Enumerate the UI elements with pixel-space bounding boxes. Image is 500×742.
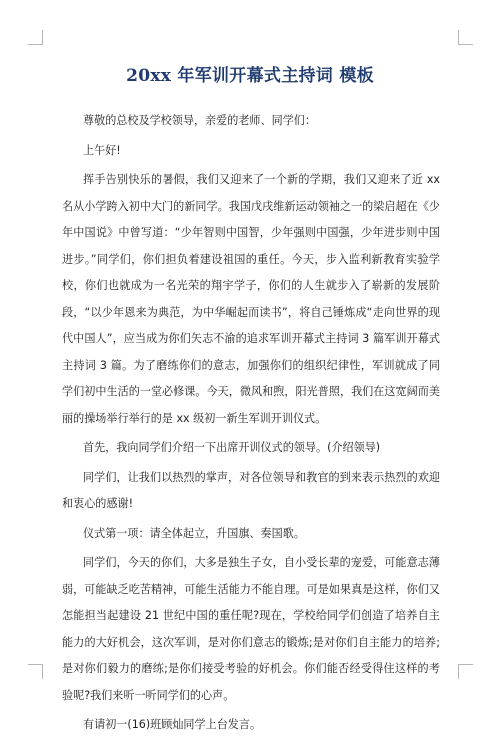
- crop-mark-bottom-left: [28, 664, 43, 679]
- students-paragraph: 同学们，今天的你们，大多是独生子女，自小受长辈的宠爱，可能意志薄弱，可能缺乏吃苦精神，可能生活能力不能自理。可是如果真是这样，你们又怎能担当起建设 21 世纪中国的重任呢?现在，学校给同学们创造了培养自主能力的大好机会，这次军训，是对你们意志的锻炼;是对你们自主能力的培养;是对你们毅力的磨练;是你们接受考验的好机会。你们能否经受得住这样的考验呢?我们来听一听同学们的心声。: [62, 556, 440, 702]
- ceremony-item-one: 仪式第一项：请全体起立，升国旗、奏国歌。: [83, 526, 305, 540]
- crop-mark-top-left: [28, 30, 43, 45]
- salutation: 尊敬的总校及学校领导，亲爱的老师、同学们：: [83, 114, 316, 127]
- greeting: 上午好!: [83, 143, 121, 157]
- document-body: [62, 108, 440, 742]
- welcome-paragraph: 同学们，让我们以热烈的掌声，对各位领导和教官的到来表示热烈的欢迎和衷心的感谢!: [62, 470, 440, 510]
- document-title: 20xx 年军训开幕式主持词 模板: [126, 66, 374, 86]
- leader-introduction: 首先，我向同学们介绍一下出席开训仪式的领导。(介绍领导): [83, 441, 381, 454]
- crop-mark-bottom-right: [458, 664, 473, 679]
- speaker-invitation: 有请初一(16)班顾灿同学上台发言。: [83, 718, 262, 731]
- opening-paragraph: 挥手告别快乐的暑假，我们又迎来了一个新的学期，我们又迎来了近 xx 名从小学跨入初中大门的新同学。我国戊戌维新运动领袖之一的梁启超在《少年中国说》中曾写道：“少年智则中国智，少年强则中国强，少年进步则中国进步。”同学们，你们担负着建设祖国的重任。今天，步入监利新教育实验学校，你们也就成为一名光荣的翔宇学子，你们的人生就步入了崭新的发展阶段，“以少年恩来为典范，为中华崛起而读书”，将自己锤炼成“走向世界的现代中国人”，应当成为你们矢志不渝的追求军训开幕式主持词 3 篇军训开幕式主持词 3 篇。为了磨练你们的意志，加强你们的组织纪律性，军训就成了同学们初中生活的一堂必修课。今天，微风和煦，阳光普照，我们在这宽阔而美丽的操场举行举行的是 xx 级初一新生军训开训仪式。: [62, 173, 440, 425]
- crop-mark-top-right: [458, 30, 473, 45]
